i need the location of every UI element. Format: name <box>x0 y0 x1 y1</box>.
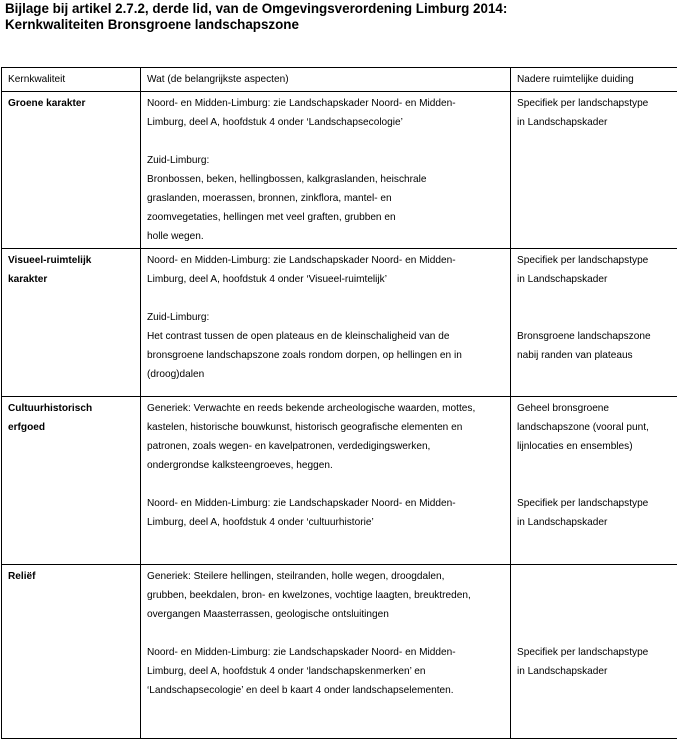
cell-kernkwaliteit <box>2 249 141 397</box>
duiding-text-line: landschapszone (vooral punt, <box>517 418 671 437</box>
cell-wat <box>141 565 511 739</box>
duiding-text-line: lijnlocaties en ensembles) <box>517 437 671 456</box>
wat-text-line: Limburg, deel A, hoofdstuk 4 onder ‘Visueel-ruimtelijk’ <box>147 270 504 289</box>
paragraph-spacer <box>147 289 504 308</box>
wat-text-line: Limburg, deel A, hoofdstuk 4 onder ‘cultuurhistorie’ <box>147 513 504 532</box>
kernkwaliteit-label: erfgoed <box>8 418 134 437</box>
duiding-text-line: in Landschapskader <box>517 662 671 681</box>
cell-duiding <box>511 92 677 249</box>
kernkwaliteit-label: Groene karakter <box>8 94 134 113</box>
table-row <box>2 92 677 249</box>
duiding-text-line: Geheel bronsgroene <box>517 399 671 418</box>
document-title-line-1: Bijlage bij artikel 2.7.2, derde lid, van de Omgevingsverordening Limburg 2014: <box>5 1 665 17</box>
paragraph-spacer <box>147 624 504 643</box>
wat-text-line: graslanden, moerassen, bronnen, zinkflora, mantel- en <box>147 189 504 208</box>
wat-text-line: Het contrast tussen de open plateaus en de kleinschaligheid van de <box>147 327 504 346</box>
table-row <box>2 249 677 397</box>
duiding-text-line: nabij randen van plateaus <box>517 346 671 365</box>
duiding-text-line: Specifiek per landschapstype <box>517 494 671 513</box>
document-title-line-2: Kernkwaliteiten Bronsgroene landschapszone <box>5 17 665 33</box>
kernkwaliteit-label: karakter <box>8 270 134 289</box>
kernkwaliteit-label: Cultuurhistorisch <box>8 399 134 418</box>
wat-text-line: Noord- en Midden-Limburg: zie Landschapskader Noord- en Midden- <box>147 251 504 270</box>
table-row <box>2 565 677 739</box>
paragraph-spacer <box>517 586 671 605</box>
wat-text-line: Generiek: Verwachte en reeds bekende archeologische waarden, mottes, <box>147 399 504 418</box>
wat-text-line: Noord- en Midden-Limburg: zie Landschapskader Noord- en Midden- <box>147 494 504 513</box>
duiding-text-line: Bronsgroene landschapszone <box>517 327 671 346</box>
paragraph-spacer <box>517 624 671 643</box>
document-title <box>5 1 665 33</box>
cell-kernkwaliteit <box>2 92 141 249</box>
table-header-row <box>2 68 677 92</box>
wat-text-line: Noord- en Midden-Limburg: zie Landschapskader Noord- en Midden- <box>147 643 504 662</box>
table-row <box>2 397 677 565</box>
header-wat: Wat (de belangrijkste aspecten) <box>141 68 511 92</box>
paragraph-spacer <box>517 289 671 308</box>
wat-text-line: kastelen, historische bouwkunst, historisch geografische elementen en <box>147 418 504 437</box>
wat-text-line: overgangen Maasterrassen, geologische ontsluitingen <box>147 605 504 624</box>
cell-duiding <box>511 565 677 739</box>
cell-duiding <box>511 249 677 397</box>
cell-kernkwaliteit <box>2 397 141 565</box>
wat-text-line: (droog)dalen <box>147 365 504 384</box>
duiding-text-line: Specifiek per landschapstype <box>517 94 671 113</box>
paragraph-spacer <box>517 456 671 475</box>
wat-text-line: Noord- en Midden-Limburg: zie Landschapskader Noord- en Midden- <box>147 94 504 113</box>
cell-kernkwaliteit <box>2 565 141 739</box>
duiding-text-line: in Landschapskader <box>517 113 671 132</box>
paragraph-spacer <box>147 475 504 494</box>
paragraph-spacer <box>517 567 671 586</box>
wat-text-line: Generiek: Steilere hellingen, steilranden, holle wegen, droogdalen, <box>147 567 504 586</box>
cell-wat <box>141 397 511 565</box>
wat-text-line: bronsgroene landschapszone zoals rondom dorpen, op hellingen en in <box>147 346 504 365</box>
paragraph-spacer <box>517 605 671 624</box>
paragraph-spacer <box>517 308 671 327</box>
paragraph-spacer <box>147 132 504 151</box>
wat-text-line: Zuid-Limburg: <box>147 151 504 170</box>
paragraph-spacer <box>517 475 671 494</box>
wat-text-line: patronen, zoals wegen- en kavelpatronen, verdedigingswerken, <box>147 437 504 456</box>
wat-text-line: ‘Landschapsecologie’ en deel b kaart 4 onder landschapselementen. <box>147 681 504 700</box>
wat-text-line: grubben, beekdalen, bron- en kwelzones, vochtige laagten, breuktreden, <box>147 586 504 605</box>
duiding-text-line: in Landschapskader <box>517 513 671 532</box>
wat-text-line: Limburg, deel A, hoofdstuk 4 onder ‘landschapskenmerken’ en <box>147 662 504 681</box>
wat-text-line: Bronbossen, beken, hellingbossen, kalkgraslanden, heischrale <box>147 170 504 189</box>
kernkwaliteit-label: Visueel-ruimtelijk <box>8 251 134 270</box>
duiding-text-line: Specifiek per landschapstype <box>517 251 671 270</box>
kernkwaliteit-label: Reliëf <box>8 567 134 586</box>
header-kernkwaliteit: Kernkwaliteit <box>2 68 141 92</box>
wat-text-line: Zuid-Limburg: <box>147 308 504 327</box>
wat-text-line: zoomvegetaties, hellingen met veel graften, grubben en <box>147 208 504 227</box>
cell-wat <box>141 92 511 249</box>
duiding-text-line: Specifiek per landschapstype <box>517 643 671 662</box>
header-nadere-duiding: Nadere ruimtelijke duiding <box>511 68 677 92</box>
wat-text-line: ondergrondse kalksteengroeves, heggen. <box>147 456 504 475</box>
wat-text-line: Limburg, deel A, hoofdstuk 4 onder ‘Landschapsecologie’ <box>147 113 504 132</box>
duiding-text-line: in Landschapskader <box>517 270 671 289</box>
wat-text-line: holle wegen. <box>147 227 504 246</box>
cell-wat <box>141 249 511 397</box>
kernkwaliteiten-table <box>1 67 677 739</box>
cell-duiding <box>511 397 677 565</box>
